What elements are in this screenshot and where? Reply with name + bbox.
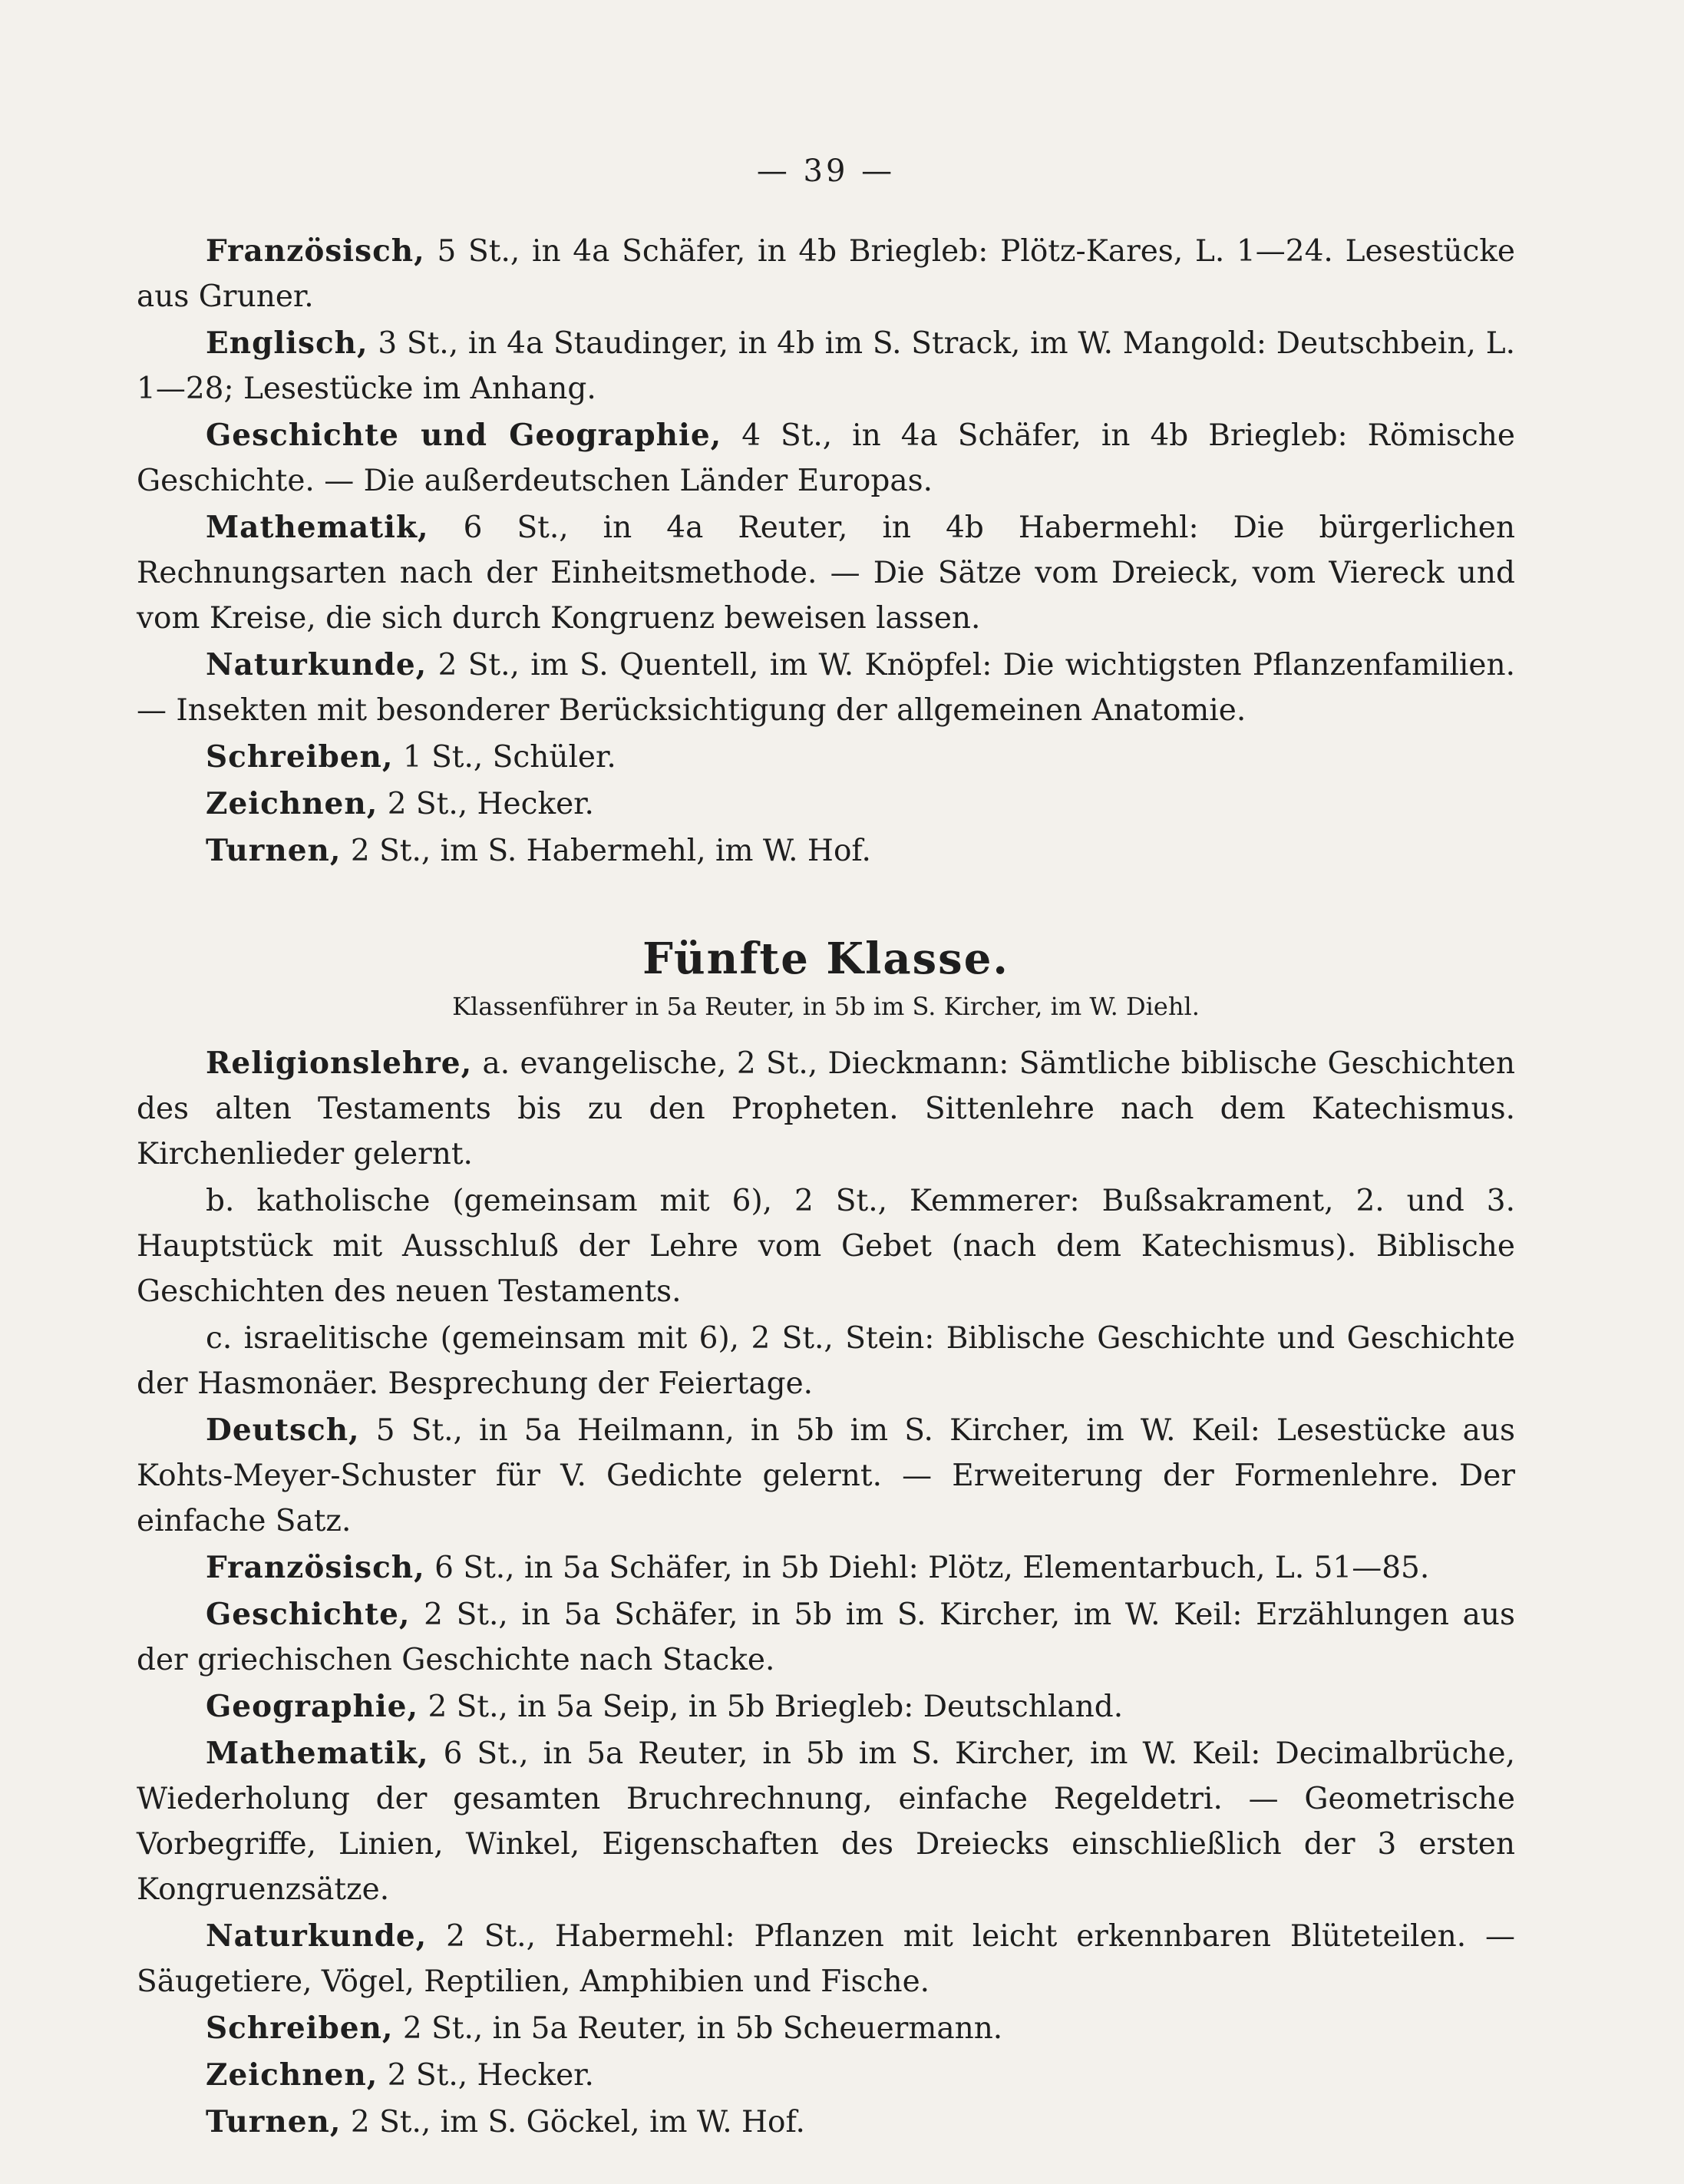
subject-heading: Französisch,: [206, 233, 425, 269]
subject-heading: Englisch,: [206, 325, 368, 361]
subject-entry: [137, 1592, 1515, 1683]
subject-description: 5 St., in 5a Heilmann, in 5b im S. Kircher, im W. Keil: Lesestücke aus Kohts-Meyer-Schuster für V. Gedichte gelernt. — Erweiterung der Formenlehre. Der einfache Satz.: [137, 1413, 1515, 1538]
subject-entry: [137, 1316, 1515, 1406]
subject-entry: [137, 505, 1515, 641]
subject-description: 2 St., in 5a Reuter, in 5b Scheuermann.: [402, 2011, 1003, 2046]
subject-description: 2 St., im S. Habermehl, im W. Hof.: [350, 834, 871, 868]
subject-heading: Schreiben,: [206, 2011, 394, 2046]
subject-description: 1 St., Schüler.: [402, 740, 616, 775]
subject-entry: [137, 1408, 1515, 1544]
subject-description: 3 St., in 4a Staudinger, in 4b im S. Strack, im W. Mangold: Deutschbein, L. 1—28; Lesestücke im Anhang.: [137, 326, 1515, 406]
subject-entry: [137, 413, 1515, 504]
subject-entry: [137, 2006, 1515, 2051]
subject-heading: Geographie,: [206, 1689, 419, 1724]
subject-entry: [137, 1178, 1515, 1314]
subject-description: a. evangelische, 2 St., Dieckmann: Sämtliche biblische Geschichten des alten Testaments bis zu den Propheten. Sittenlehre nach dem Katechismus. Kirchenlieder gelernt.: [137, 1046, 1515, 1171]
subject-description: 6 St., in 5a Schäfer, in 5b Diehl: Plötz, Elementarbuch, L. 51—85.: [434, 1551, 1430, 1585]
subject-description: 2 St., Hecker.: [387, 787, 594, 821]
subject-heading: Mathematik,: [206, 510, 429, 545]
subject-heading: Zeichnen,: [206, 786, 378, 821]
subject-description: b. katholische (gemeinsam mit 6), 2 St., Kemmerer: Bußsakrament, 2. und 3. Hauptstück mit Ausschluß der Lehre vom Gebet (nach dem Katechismus). Biblische Geschichten des neuen Testaments.: [137, 1184, 1515, 1309]
subject-description: 2 St., Hecker.: [387, 2058, 594, 2093]
subject-entry: [137, 2100, 1515, 2145]
subject-heading: Geschichte und Geographie,: [206, 418, 722, 453]
subject-entry: [137, 1041, 1515, 1177]
subject-description: 2 St., in 5a Schäfer, in 5b im S. Kircher, im W. Keil: Erzählungen aus der griechischen Geschichte nach Stacke.: [137, 1598, 1515, 1677]
subject-heading: Deutsch,: [206, 1412, 360, 1448]
fifth-class-list: [137, 1041, 1515, 2145]
subject-heading: Turnen,: [206, 2104, 342, 2139]
subject-entry: [137, 1545, 1515, 1591]
subject-description: 4 St., in 4a Schäfer, in 4b Briegleb: Römische Geschichte. — Die außerdeutschen Länder Europas.: [137, 418, 1515, 498]
subject-heading: Mathematik,: [206, 1736, 429, 1771]
subject-entry: [137, 229, 1515, 319]
subject-entry: [137, 321, 1515, 411]
subject-heading: Schreiben,: [206, 739, 394, 775]
subject-heading: Zeichnen,: [206, 2057, 378, 2093]
subject-heading: Naturkunde,: [206, 1918, 428, 1954]
subject-entry: [137, 643, 1515, 733]
subject-heading: Geschichte,: [206, 1597, 411, 1632]
page-number: — 39 —: [756, 154, 896, 189]
subject-entry: [137, 1684, 1515, 1730]
section-title: Fünfte Klasse.: [642, 933, 1009, 984]
subject-description: 2 St., in 5a Seip, in 5b Briegleb: Deutschland.: [428, 1690, 1124, 1724]
subject-entry: [137, 1914, 1515, 2004]
subject-description: 6 St., in 4a Reuter, in 4b Habermehl: Die bürgerlichen Rechnungsarten nach der Einheitsmethode. — Die Sätze vom Dreieck, vom Viereck und vom Kreise, die sich durch Kongruenz beweisen lassen.: [137, 510, 1515, 636]
fourth-class-list: [137, 229, 1515, 874]
subject-description: 2 St., Habermehl: Pflanzen mit leicht erkennbaren Blüteteilen. — Säugetiere, Vögel, Reptilien, Amphibien und Fische.: [137, 1919, 1515, 1999]
subject-description: 2 St., im S. Göckel, im W. Hof.: [350, 2105, 805, 2139]
subject-description: 5 St., in 4a Schäfer, in 4b Briegleb: Plötz-Kares, L. 1—24. Lesestücke aus Gruner.: [137, 234, 1515, 314]
subject-entry: [137, 2053, 1515, 2098]
subject-entry: [137, 735, 1515, 780]
subject-entry: [137, 781, 1515, 827]
subject-entry: [137, 828, 1515, 874]
subject-heading: Religionslehre,: [206, 1046, 473, 1081]
section-subtitle: Klassenführer in 5a Reuter, in 5b im S. Kircher, im W. Diehl.: [452, 992, 1200, 1021]
subject-description: 6 St., in 5a Reuter, in 5b im S. Kircher, im W. Keil: Decimalbrüche, Wiederholung der gesamten Bruchrechnung, einfache Regeldetri. — Geometrische Vorbegriffe, Linien, Winkel, Eigenschaften des Dreiecks einschließlich der 3 ersten Kongruenzsätze.: [137, 1736, 1515, 1907]
subject-heading: Naturkunde,: [206, 647, 428, 682]
subject-description: c. israelitische (gemeinsam mit 6), 2 St., Stein: Biblische Geschichte und Geschichte der Hasmonäer. Besprechung der Feiertage.: [137, 1321, 1515, 1401]
subject-description: 2 St., im S. Quentell, im W. Knöpfel: Die wichtigsten Pflanzenfamilien. — Insekten mit besonderer Berücksichtigung der allgemeinen Anatomie.: [137, 648, 1515, 728]
subject-heading: Turnen,: [206, 833, 342, 868]
subject-heading: Französisch,: [206, 1550, 425, 1585]
subject-entry: [137, 1731, 1515, 1912]
